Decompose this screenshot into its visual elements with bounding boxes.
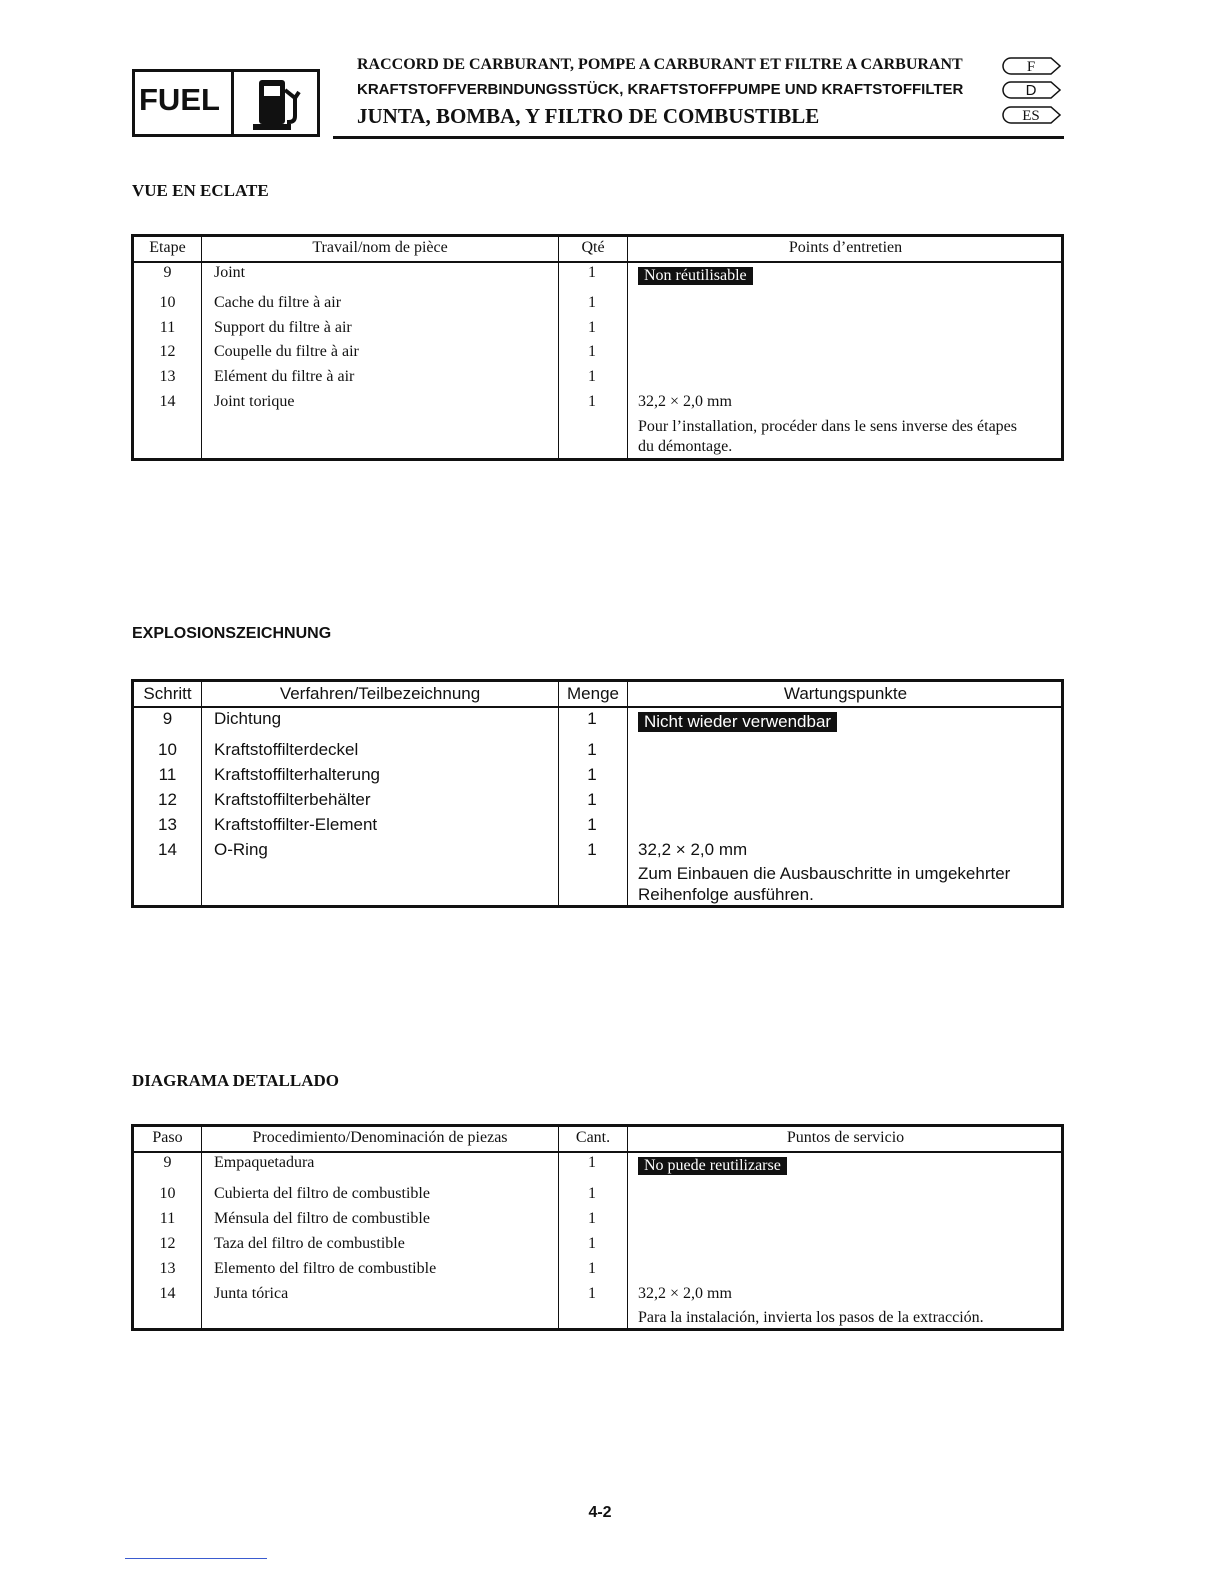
table-row-step: 9 xyxy=(162,709,173,728)
table-row-step: 10 xyxy=(158,740,177,759)
not-reusable-badge: Nicht wieder verwendbar xyxy=(638,712,837,732)
table-de-header-name: Verfahren/Teilbezeichnung xyxy=(279,684,481,703)
not-reusable-badge: Non réutilisable xyxy=(638,267,753,285)
table-fr-header-qty: Qté xyxy=(581,239,605,256)
table-row-step: 13 xyxy=(159,368,176,385)
fuel-pump-icon xyxy=(245,76,311,132)
table-row-qty: 1 xyxy=(588,294,596,311)
table-row-step: 13 xyxy=(159,1260,176,1277)
fuel-logo-divider xyxy=(231,72,234,134)
lang-badge-f-label: F xyxy=(1026,59,1036,75)
dimension-note: 32,2 × 2,0 mm xyxy=(638,393,732,410)
table-row-name: Cache du filtre à air xyxy=(214,294,342,311)
table-row-name: Empaquetadura xyxy=(214,1154,315,1171)
dimension-note: 32,2 × 2,0 mm xyxy=(638,1285,732,1302)
table-row-name: Kraftstoffilter-Element xyxy=(214,815,378,834)
header-title-f: RACCORD DE CARBURANT, POMPE A CARBURANT ET FILTRE A CARBURANT xyxy=(357,56,963,73)
table-row-step: 14 xyxy=(159,393,176,410)
table-row-qty: 1 xyxy=(588,1154,596,1171)
table-row-step: 11 xyxy=(158,765,177,784)
table-row-qty: 1 xyxy=(587,840,597,859)
table-de-header-qty: Menge xyxy=(567,684,619,703)
table-row-qty: 1 xyxy=(588,1185,596,1202)
table-row-step: 12 xyxy=(158,790,177,809)
table-de-header-note: Wartungspunkte xyxy=(783,684,908,703)
table-row-qty: 1 xyxy=(588,393,596,410)
table-row-name: Coupelle du filtre à air xyxy=(214,343,359,360)
install-note-line-2: Reihenfolge ausführen. xyxy=(638,885,814,904)
table-row-name: Joint xyxy=(214,264,246,281)
fuel-logo-text: FUEL xyxy=(139,82,220,117)
table-row-qty: 1 xyxy=(587,790,597,809)
table-row-step: 13 xyxy=(158,815,177,834)
table-de xyxy=(131,679,1064,908)
table-row-step: 11 xyxy=(159,319,176,336)
table-row-name: Ménsula del filtro de combustible xyxy=(214,1210,430,1227)
table-row-qty: 1 xyxy=(587,740,597,759)
section-title-de: EXPLOSIONSZEICHNUNG xyxy=(132,625,332,642)
table-row-qty: 1 xyxy=(588,319,596,336)
table-row-name: Elément du filtre à air xyxy=(214,368,355,385)
table-es-header-note: Puntos de servicio xyxy=(786,1129,905,1146)
table-row-qty: 1 xyxy=(587,815,597,834)
install-note-line-1: Para la instalación, invierta los pasos de la extracción. xyxy=(638,1309,984,1326)
table-row-name: Kraftstoffilterdeckel xyxy=(214,740,359,759)
table-fr-header-note: Points d’entretien xyxy=(788,239,903,256)
table-row-qty: 1 xyxy=(588,1285,596,1302)
fuel-logo xyxy=(132,69,320,137)
table-row-step: 10 xyxy=(159,1185,176,1202)
lang-badge-f xyxy=(1001,57,1061,75)
table-row-name: Support du filtre à air xyxy=(214,319,352,336)
table-row-qty: 1 xyxy=(587,765,597,784)
table-row-step: 14 xyxy=(158,840,177,859)
table-fr xyxy=(131,234,1064,461)
lang-badge-es-label: ES xyxy=(1022,108,1040,124)
table-de-header-step: Schritt xyxy=(143,684,192,703)
lang-badge-es xyxy=(1001,106,1061,124)
table-row-step: 10 xyxy=(159,294,176,311)
page-number: 4-2 xyxy=(588,1504,612,1521)
footer-rule xyxy=(125,1558,267,1559)
table-row-qty: 1 xyxy=(588,368,596,385)
header-title-d: KRAFTSTOFFVERBINDUNGSSTÜCK, KRAFTSTOFFPUMPE UND KRAFTSTOFFILTER xyxy=(357,81,964,98)
install-note-line-1: Pour l’installation, procéder dans le sens inverse des étapes xyxy=(638,418,1017,435)
table-row-name: Kraftstoffilterbehälter xyxy=(214,790,371,809)
table-es xyxy=(131,1124,1064,1331)
table-row-step: 11 xyxy=(159,1210,176,1227)
lang-badge-d xyxy=(1001,81,1061,99)
table-row-qty: 1 xyxy=(587,709,597,728)
install-note-line-2: du démontage. xyxy=(638,438,733,455)
table-es-header-qty: Cant. xyxy=(575,1129,611,1146)
table-row-name: Dichtung xyxy=(214,709,282,728)
table-es-header-step: Paso xyxy=(152,1129,183,1146)
table-row-name: Joint torique xyxy=(214,393,295,410)
table-row-name: O-Ring xyxy=(214,840,268,859)
table-row-step: 12 xyxy=(159,343,176,360)
table-row-step: 12 xyxy=(159,1235,176,1252)
section-title-fr: VUE EN ECLATE xyxy=(132,181,269,200)
table-row-name: Junta tórica xyxy=(214,1285,289,1302)
table-row-step: 14 xyxy=(159,1285,176,1302)
header-rule xyxy=(333,136,1064,139)
table-row-name: Cubierta del filtro de combustible xyxy=(214,1185,430,1202)
table-row-qty: 1 xyxy=(588,1260,596,1277)
table-fr-header-name: Travail/nom de pièce xyxy=(312,239,448,256)
install-note-line-1: Zum Einbauen die Ausbauschritte in umgekehrter xyxy=(638,864,1011,883)
header-title-es: JUNTA, BOMBA, Y FILTRO DE COMBUSTIBLE xyxy=(357,104,820,128)
section-title-es: DIAGRAMA DETALLADO xyxy=(132,1071,340,1090)
dimension-note: 32,2 × 2,0 mm xyxy=(638,840,748,859)
table-row-step: 9 xyxy=(163,1154,172,1171)
table-es-header-name: Procedimiento/Denominación de piezas xyxy=(252,1129,508,1146)
table-row-qty: 1 xyxy=(588,1210,596,1227)
lang-badge-d-label: D xyxy=(1025,82,1037,99)
table-row-name: Taza del filtro de combustible xyxy=(214,1235,405,1252)
table-row-name: Elemento del filtro de combustible xyxy=(214,1260,437,1277)
table-row-qty: 1 xyxy=(588,1235,596,1252)
table-row-qty: 1 xyxy=(588,264,596,281)
not-reusable-badge: No puede reutilizarse xyxy=(638,1157,787,1175)
table-row-name: Kraftstoffilterhalterung xyxy=(214,765,380,784)
table-row-step: 9 xyxy=(163,264,172,281)
table-row-qty: 1 xyxy=(588,343,596,360)
table-fr-header-step: Etape xyxy=(149,239,186,256)
